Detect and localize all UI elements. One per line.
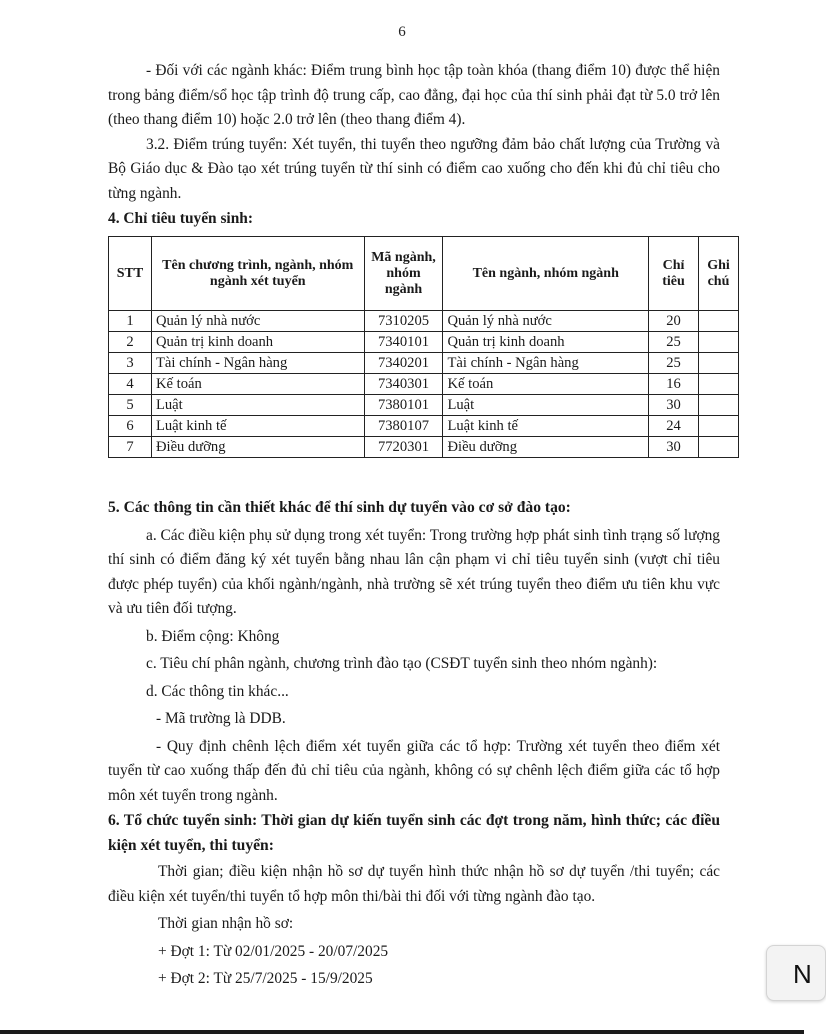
cell-stt: 5 xyxy=(109,395,152,416)
table-row xyxy=(109,395,739,416)
floating-next-button[interactable]: N xyxy=(766,945,826,1001)
section-5-heading: 5. Các thông tin cần thiết khác để thí sinh dự tuyển vào cơ sở đào tạo: xyxy=(108,499,571,516)
header-stt: STT xyxy=(109,237,152,311)
cell-stt: 2 xyxy=(109,332,152,353)
cell-quota: 25 xyxy=(649,332,699,353)
cell-code: 7340101 xyxy=(364,332,443,353)
cell-code: 7720301 xyxy=(364,437,443,458)
cell-note xyxy=(698,437,738,458)
cell-major: Điều dưỡng xyxy=(443,437,649,458)
header-major: Tên ngành, nhóm ngành xyxy=(443,237,649,311)
bottom-edge xyxy=(0,1030,804,1034)
cell-major: Quản lý nhà nước xyxy=(443,311,649,332)
cell-quota: 25 xyxy=(649,353,699,374)
section-4-heading: 4. Chỉ tiêu tuyển sinh: xyxy=(108,210,253,227)
quota-table xyxy=(108,236,739,458)
section-5-item-c: c. Tiêu chí phân ngành, chương trình đào tạo (CSĐT tuyển sinh theo nhóm ngành): xyxy=(146,655,658,672)
table-row xyxy=(109,332,739,353)
score-difference-rule: - Quy định chênh lệch điểm xét tuyển giữa các tổ hợp: Trường xét tuyển theo điểm xét tuyển từ cao xuống thấp đến đủ chỉ tiêu của ngành, không có sự chênh lệch điểm giữa các tổ hợp môn xét tuyển trong ngành. xyxy=(108,737,720,804)
cell-note xyxy=(698,374,738,395)
section-5-item-b: b. Điểm cộng: Không xyxy=(146,627,280,645)
page-number: 6 xyxy=(398,24,406,40)
cell-note xyxy=(698,311,738,332)
cell-stt: 4 xyxy=(109,374,152,395)
cell-major: Quản trị kinh doanh xyxy=(443,332,649,353)
table-row xyxy=(109,416,739,437)
cell-note xyxy=(698,332,738,353)
cell-program: Kế toán xyxy=(151,374,364,395)
cell-note xyxy=(698,353,738,374)
section-5-block xyxy=(108,496,720,992)
cell-program: Quản trị kinh doanh xyxy=(151,332,364,353)
cell-program: Quản lý nhà nước xyxy=(151,311,364,332)
round-1-dates: + Đợt 1: Từ 02/01/2025 - 20/07/2025 xyxy=(158,942,389,960)
cell-stt: 3 xyxy=(109,353,152,374)
intro-paragraph-2: 3.2. Điểm trúng tuyển: Xét tuyển, thi tuyển theo ngưỡng đảm bảo chất lượng của Trường và Bộ Giáo dục & Đào tạo xét trúng tuyển từ thí sinh có điểm cao xuống cho đến khi đủ chỉ tiêu cho từng ngành. xyxy=(108,135,720,202)
table-row xyxy=(109,311,739,332)
cell-quota: 24 xyxy=(649,416,699,437)
cell-program: Điều dưỡng xyxy=(151,437,364,458)
cell-code: 7340201 xyxy=(364,353,443,374)
application-period-label: Thời gian nhận hồ sơ: xyxy=(158,915,294,932)
cell-note xyxy=(698,416,738,437)
header-program: Tên chương trình, ngành, nhóm ngành xét tuyển xyxy=(151,237,364,311)
header-code: Mã ngành, nhóm ngành xyxy=(364,237,443,311)
cell-code: 7310205 xyxy=(364,311,443,332)
cell-note xyxy=(698,395,738,416)
cell-major: Kế toán xyxy=(443,374,649,395)
cell-quota: 20 xyxy=(649,311,699,332)
cell-quota: 16 xyxy=(649,374,699,395)
cell-stt: 1 xyxy=(109,311,152,332)
cell-quota: 30 xyxy=(649,395,699,416)
cell-code: 7340301 xyxy=(364,374,443,395)
section-6-heading: 6. Tổ chức tuyển sinh: Thời gian dự kiến tuyển sinh các đợt trong năm, hình thức; các điều kiện xét tuyển, thi tuyển: xyxy=(108,812,720,854)
table-row xyxy=(109,374,739,395)
cell-code: 7380101 xyxy=(364,395,443,416)
cell-program: Luật xyxy=(151,395,364,416)
table-row xyxy=(109,437,739,458)
intro-paragraph-1: - Đối với các ngành khác: Điểm trung bình học tập toàn khóa (thang điểm 10) được thể hiện trong bảng điểm/sổ học tập trình độ trung cấp, cao đẳng, đại học của thí sinh phải đạt từ 5.0 trở lên (theo thang điểm 10) hoặc 2.0 trở lên (theo thang điểm 4). xyxy=(108,62,720,128)
round-2-dates: + Đợt 2: Từ 25/7/2025 - 15/9/2025 xyxy=(158,970,373,987)
table-header-row xyxy=(109,237,739,311)
header-quota: Chỉ tiêu xyxy=(649,237,699,311)
section-5-item-d: d. Các thông tin khác... xyxy=(146,682,289,700)
cell-quota: 30 xyxy=(649,437,699,458)
cell-code: 7380107 xyxy=(364,416,443,437)
cell-stt: 6 xyxy=(109,416,152,437)
cell-stt: 7 xyxy=(109,437,152,458)
table-row xyxy=(109,353,739,374)
section-5-item-a: a. Các điều kiện phụ sử dụng trong xét tuyển: Trong trường hợp phát sinh tình trạng số lượng thí sinh có điểm đăng ký xét tuyển bằng nhau lân cận phạm vi chỉ tiêu tuyển sinh (vượt chỉ tiêu được phép tuyển) của khối ngành/ngành, nhà trường sẽ xét trúng tuyển theo điểm ưu tiên khu vực và ưu tiên đối tượng. xyxy=(108,526,720,617)
school-code: - Mã trường là DDB. xyxy=(156,710,286,727)
section-6-paragraph: Thời gian; điều kiện nhận hồ sơ dự tuyển hình thức nhận hồ sơ dự tuyển /thi tuyển; các điều kiện xét tuyển/thi tuyển tổ hợp môn thi/bài thi đối với từng ngành đào tạo. xyxy=(108,863,720,905)
intro-block xyxy=(108,59,720,232)
cell-major: Luật kinh tế xyxy=(443,416,649,437)
cell-program: Tài chính - Ngân hàng xyxy=(151,353,364,374)
header-note: Ghi chú xyxy=(698,237,738,311)
cell-major: Luật xyxy=(443,395,649,416)
cell-program: Luật kinh tế xyxy=(151,416,364,437)
cell-major: Tài chính - Ngân hàng xyxy=(443,353,649,374)
